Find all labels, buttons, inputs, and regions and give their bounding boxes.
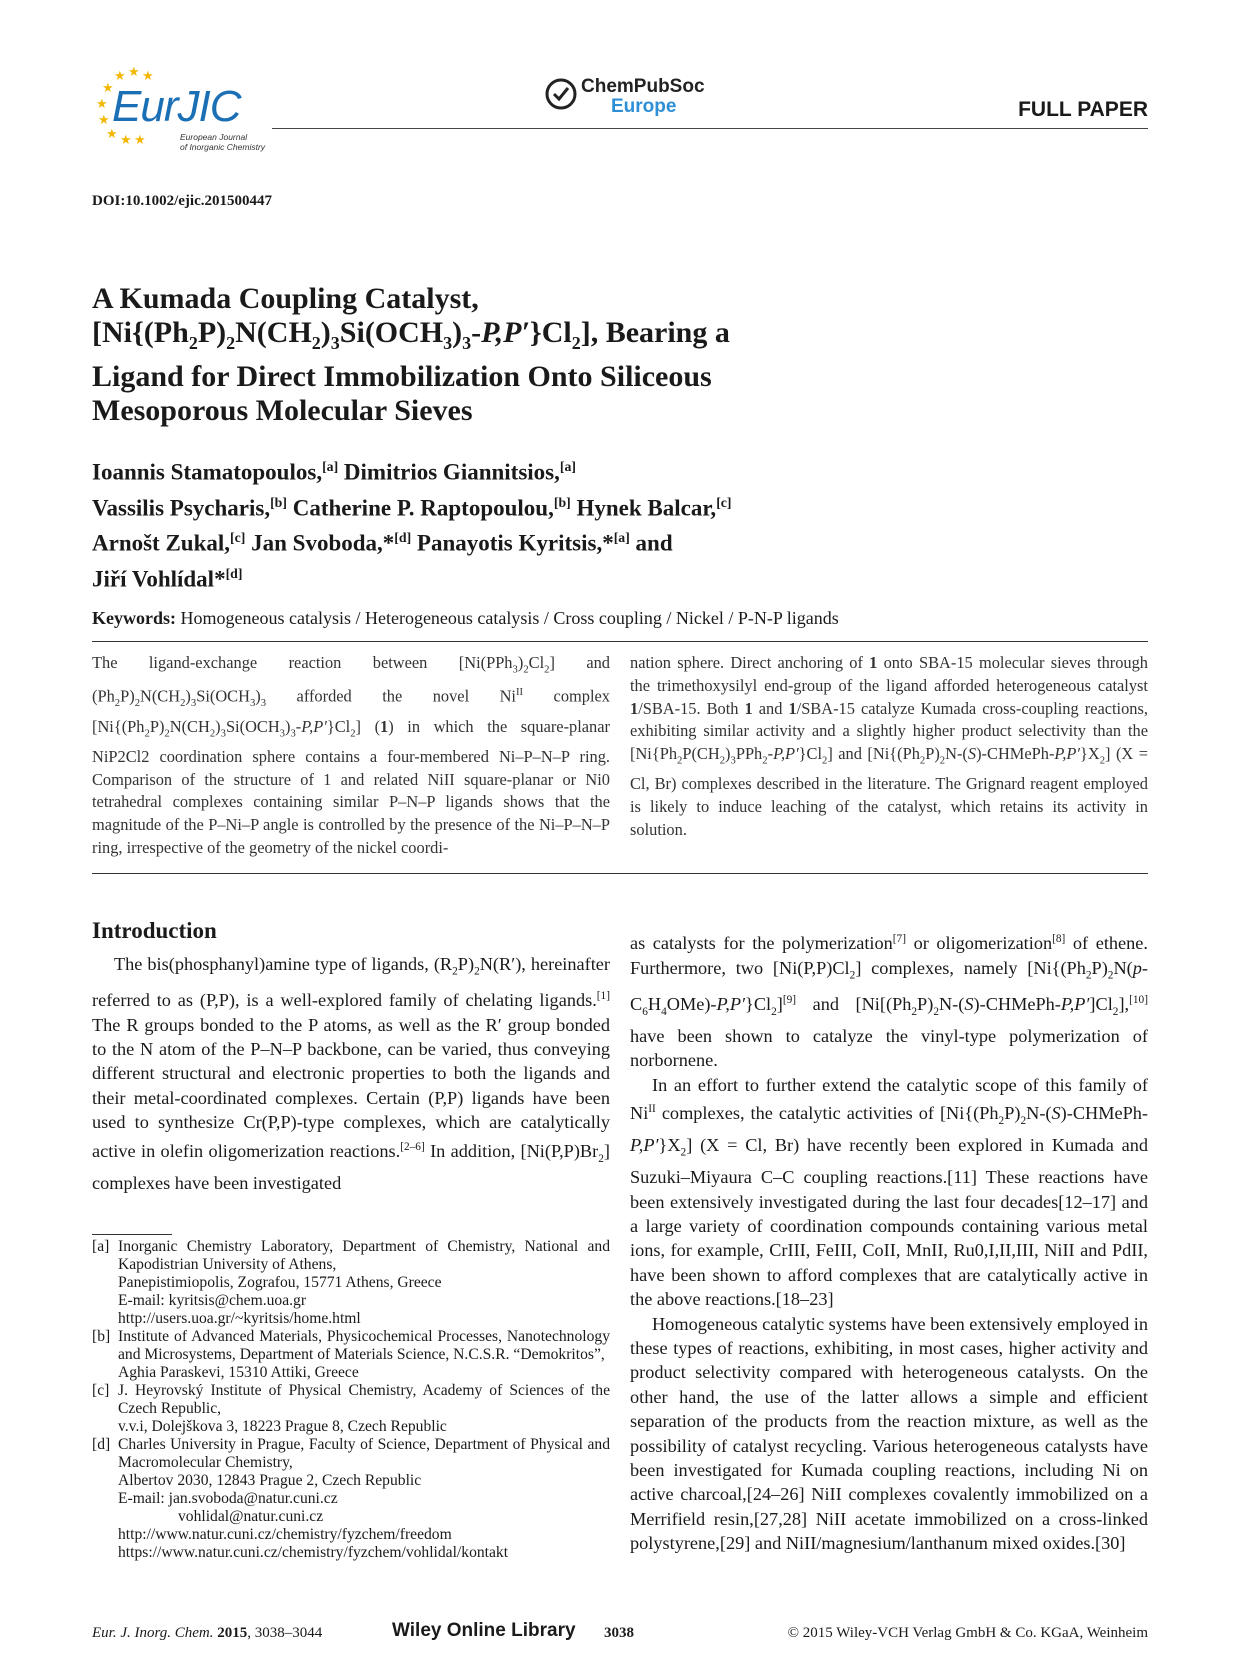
affiliation: [c] J. Heyrovský Institute of Physical Chemistry, Academy of Sciences of the Czech Republic, v.v.i, Dolejškova 3, 18223 Prague 8, Czech Republic xyxy=(92,1382,610,1435)
intro-right-column: as catalysts for the polymerization[7] or oligomerization[8] of ethene. Furthermore, two $[Ni(P,P)Cl_2]$ complexes, namely $[Ni\{(Ph_2P)_2N(p-C_6H_4OMe)-P,P'\}Cl_2][9]$ and $[Ni[(Ph_2P)_2N-(S)-CHMePh-P,P']Cl_2],[10]$ have been shown to catalyze the vinyl-type polymerization of norbornene. In an effort to further extend the catalytic scope of this family of $Ni^{II}$ complexes, the catalytic activities of $[Ni\{(Ph_2P)_2N-(S)-CHMePh-P,P'\}X_2] (X = Cl$, Br) have recently been explored in Kumada and Suzuki–Miyaura C–C coupling reactions.[11] These reactions have been extensively investigated during the last four decades[12–17] and a large variety of coordination compounds containing various metal ions, for example, CrIII, FeIII, CoII, MnII, Ru0,I,II,III, NiII and PdII, have been shown to afford complexes that are catalytically active in the above reactions.[18–23] Homogeneous catalytic systems have been extensively employed in these types of reactions, exhibiting, in most cases, higher activity and product selectivity compared with heterogeneous catalysts. On the other hand, the use of the latter allows a simple and efficient separation of the products from the reaction mixture, as well as the possibility of catalyst recycling. Various heterogeneous catalysts have been investigated for Kumada coupling reactions, including Ni on active charcoal,[24–26] NiII complexes covalently immobilized on a Merrifield resin,[27,28] NiII acetate immobilized on a cross-linked polystyrene,[29] and NiII/magnesium/lanthanum mixed oxides.[30] xyxy=(630,933,1148,1554)
title-formula-line: $[Ni\{(Ph_2P)_2N(CH_2)_3Si(OCH_3)_3-P,P'\}Cl_2]$, Bearing a xyxy=(92,316,730,353)
intro-left-column: The bis(phosphanyl)amine type of ligands, $(R_2P)_2N(R')$, hereinafter referred to as (P,P), is a well-explored family of chelating ligands.[1] The R groups bonded to the P atoms, as well as the R′ group bonded to the N atom of the P–N–P backbone, can be varied, thus conveying different structural and electronic properties to both the ligands and their metal-coordinated complexes. Certain (P,P) ligands have been used to synthesize Cr(P,P)-type complexes, which are catalytically active in olefin oligomerization reactions.[2–6] In addition, $[Ni(P,P)Br_2]$ complexes have been investigated xyxy=(92,954,611,1193)
svg-text:★: ★ xyxy=(120,133,132,146)
keywords-divider xyxy=(92,641,1148,642)
footer-citation: Eur. J. Inorg. Chem. 2015, 3038–3044 xyxy=(92,1625,323,1641)
article-title: A Kumada Coupling Catalyst, $[Ni\{(Ph_2P)_2N(CH_2)_3Si(OCH_3)_3-P,P'\}Cl_2]$, Bearing a Ligand for Direct Immobilization Onto Siliceous Mesoporous Molecular Sieves xyxy=(92,282,992,428)
chempubsoc-icon xyxy=(545,78,577,110)
abstract-right: nation sphere. Direct anchoring of 1 onto SBA-15 molecular sieves through the trimethoxysilyl end-group of the ligand afforded heterogeneous catalyst 1/SBA-15. Both 1 and 1/SBA-15 catalyze Kumada cross-coupling reactions, exhibiting similar activity and a slightly higher product selectivity than the $[Ni\{Ph_2P(CH_2)_3PPh_2-P,P'\}Cl_2]$ and $[Ni\{(Ph_2P)_2N-(S)-CHMePh-P,P'\}X_2] (X = Cl$, Br) complexes described in the literature. The Grignard reagent employed is likely to induce leaching of the catalyst, which retains its activity in solution. xyxy=(630,653,1148,839)
svg-text:★: ★ xyxy=(142,69,154,84)
keywords: Keywords: Homogeneous catalysis / Heterogeneous catalysis / Cross coupling / Nickel / P-N-P ligands xyxy=(92,608,839,628)
section-label: FULL PAPER xyxy=(1018,98,1148,121)
svg-text:★: ★ xyxy=(98,113,110,128)
affiliation: [b] Institute of Advanced Materials, Physicochemical Processes, Nanotechnology and Microsystems, Department of Materials Science, N.C.S.R. “Demokritos”, Aghia Paraskevi, 15310 Attiki, Greece xyxy=(92,1328,610,1381)
publisher-logo-line2: Europe xyxy=(611,96,677,117)
svg-text:★: ★ xyxy=(128,66,140,80)
footer-library: Wiley Online Library xyxy=(392,1620,576,1641)
svg-text:★: ★ xyxy=(114,69,126,84)
doi: DOI:10.1002/ejic.201500447 xyxy=(92,193,272,209)
footnote-divider xyxy=(92,1234,172,1235)
affiliation: [d] Charles University in Prague, Faculty of Science, Department of Physical and Macromolecular Chemistry, Albertov 2030, 12843 Prague 2, Czech Republic E-mail: jan.svoboda@natur.cuni.cz vohlidal@natur.cuni.cz http://www.natur.cuni.cz/chemistry/fyzchem/freedom https://www.natur.cuni.cz/chemistry/fyzchem/vohlidal/kontakt xyxy=(92,1436,610,1561)
svg-text:★: ★ xyxy=(134,133,146,146)
page-number: 3038 xyxy=(604,1625,634,1641)
affiliations xyxy=(92,1238,610,1562)
header-divider xyxy=(272,128,1148,129)
abstract-divider xyxy=(92,873,1148,874)
publisher-logo-line1: ChemPubSoc xyxy=(581,76,705,97)
svg-text:★: ★ xyxy=(102,81,114,96)
author-list: Ioannis Stamatopoulos,[a] Dimitrios Giannitsios,[a] Vassilis Psycharis,[b] Catherine P. Raptopoulou,[b] Hynek Balcar,[c] Arnošt Zukal,[c] Jan Svoboda,*[d] Panayotis Kyritsis,*[a] and Jiří Vohlídal*[d] xyxy=(92,459,732,592)
journal-logo-word: EurJIC xyxy=(112,82,241,131)
footer-copyright: © 2015 Wiley-VCH Verlag GmbH & Co. KGaA, Weinheim xyxy=(787,1625,1148,1641)
svg-text:★: ★ xyxy=(96,97,108,112)
journal-logo xyxy=(92,66,272,150)
journal-logo-subtitle: European Journal of Inorganic Chemistry xyxy=(180,132,266,152)
section-heading: Introduction xyxy=(92,918,217,943)
svg-text:★: ★ xyxy=(106,127,118,142)
affiliation: [a] Inorganic Chemistry Laboratory, Department of Chemistry, National and Kapodistrian University of Athens, Panepistimiopolis, Zografou, 15771 Athens, Greece E-mail: kyritsis@chem.uoa.gr http://users.uoa.gr/~kyritsis/home.html xyxy=(92,1238,610,1327)
abstract-left: The ligand-exchange reaction between $[Ni(PPh_3)_2Cl_2]$ and $(Ph_2P)_2N(CH_2)_3Si(OCH_3)_3$ afforded the novel $Ni^{II}$ complex $[Ni\{(Ph_2P)_2N(CH_2)_3Si(OCH_3)_3-P,P'\}Cl_2]$ (1) in which the square-planar NiP2Cl2 coordination sphere contains a four-membered Ni–P–N–P ring. Comparison of the structure of 1 and related NiII square-planar or Ni0 tetrahedral complexes containing similar P–N–P ligands shows that the magnitude of the P–Ni–P angle is controlled by the presence of the Ni–P–N–P ring, irrespective of the geometry of the nickel coordi- xyxy=(92,653,610,857)
